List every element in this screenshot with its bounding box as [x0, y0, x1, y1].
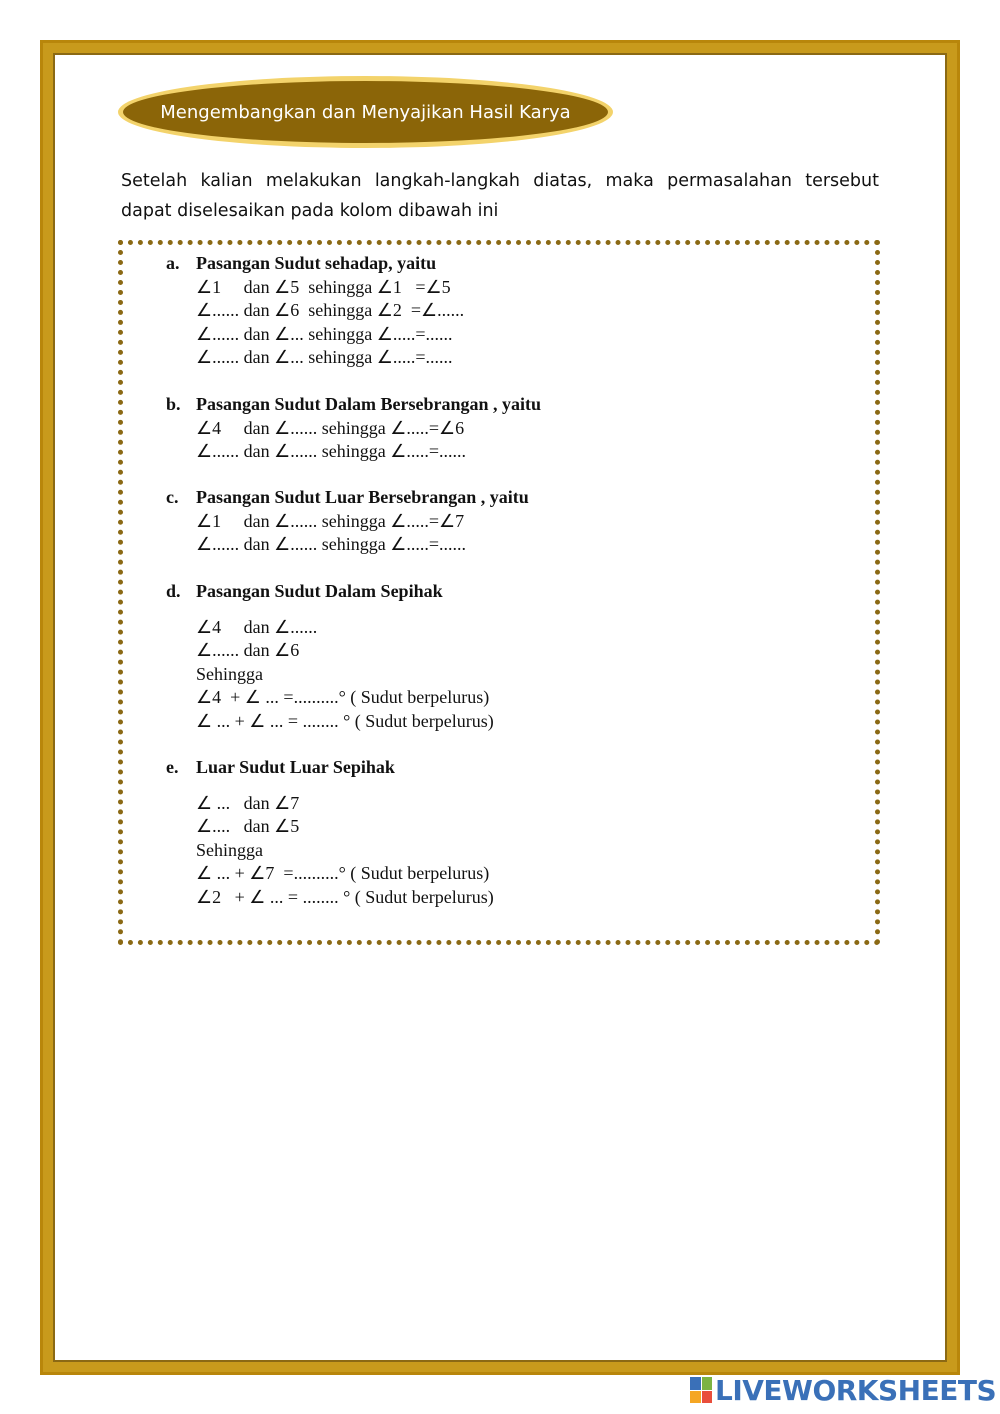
liveworksheets-logo[interactable]: [690, 1372, 996, 1408]
section-e-letter: e.: [166, 757, 179, 777]
section-d-letter: d.: [166, 581, 181, 601]
section-c-letter: c.: [166, 487, 179, 507]
section-a-heading: [166, 252, 464, 276]
section-d-title: Pasangan Sudut Dalam Sepihak: [196, 581, 443, 601]
section-a-title: Pasangan Sudut sehadap, yaitu: [196, 253, 437, 273]
section-b-line: ∠4 dan ∠...... sehingga ∠.....=∠6: [196, 417, 465, 438]
section-e-heading: [166, 756, 494, 780]
section-e-line: Sehingga: [196, 839, 263, 860]
section-b-heading: [166, 393, 541, 417]
section-e: [166, 756, 494, 909]
section-c-heading: [166, 486, 529, 510]
section-c: [166, 486, 529, 557]
liveworksheets-logo-icon: [690, 1377, 712, 1403]
section-d: [166, 580, 494, 733]
section-b-title: Pasangan Sudut Dalam Bersebrangan , yaitu: [196, 394, 542, 414]
section-e-title: Luar Sudut Luar Sepihak: [196, 757, 395, 777]
section-d-line: ∠ ... + ∠ ... = ........ ° ( Sudut berpelurus): [196, 710, 494, 731]
section-a-line: ∠1 dan ∠5 sehingga ∠1 =∠5: [196, 276, 451, 297]
section-d-heading: [166, 580, 494, 604]
section-e-line: ∠ ... + ∠7 =..........° ( Sudut berpelurus): [196, 863, 490, 883]
section-c-line: ∠...... dan ∠...... sehingga ∠.....=......: [196, 534, 467, 554]
section-a-letter: a.: [166, 253, 180, 273]
section-d-line: Sehingga: [196, 663, 263, 684]
section-e-line: ∠.... dan ∠5: [196, 816, 300, 836]
banner-title: Mengembangkan dan Menyajikan Hasil Karya: [160, 101, 571, 123]
section-b-line: ∠...... dan ∠...... sehingga ∠.....=......: [196, 441, 467, 461]
section-d-line: ∠4 + ∠ ... =..........° ( Sudut berpelurus): [196, 687, 490, 707]
section-e-line: ∠2 + ∠ ... = ........ ° ( Sudut berpelurus): [196, 886, 494, 907]
section-a-line: ∠...... dan ∠6 sehingga ∠2 =∠......: [196, 300, 465, 320]
section-a-line: ∠...... dan ∠... sehingga ∠.....=......: [196, 323, 453, 344]
section-c-title: Pasangan Sudut Luar Bersebrangan , yaitu: [196, 487, 529, 507]
section-a-line: ∠...... dan ∠... sehingga ∠.....=......: [196, 347, 453, 367]
section-b-letter: b.: [166, 394, 181, 414]
watermark-text: LIVEWORKSHEETS: [715, 1373, 997, 1407]
intro-text: Setelah kalian melakukan langkah-langkah diatas, maka permasalahan tersebut dapat diselesaikan pada kolom dibawah ini: [121, 171, 879, 221]
section-d-line: ∠...... dan ∠6: [196, 640, 300, 660]
section-banner: [118, 76, 613, 148]
section-d-line: ∠4 dan ∠......: [196, 616, 318, 637]
section-c-line: ∠1 dan ∠...... sehingga ∠.....=∠7: [196, 510, 465, 531]
section-a: [166, 252, 464, 370]
section-e-line: ∠ ... dan ∠7: [196, 792, 300, 813]
section-b: [166, 393, 541, 464]
